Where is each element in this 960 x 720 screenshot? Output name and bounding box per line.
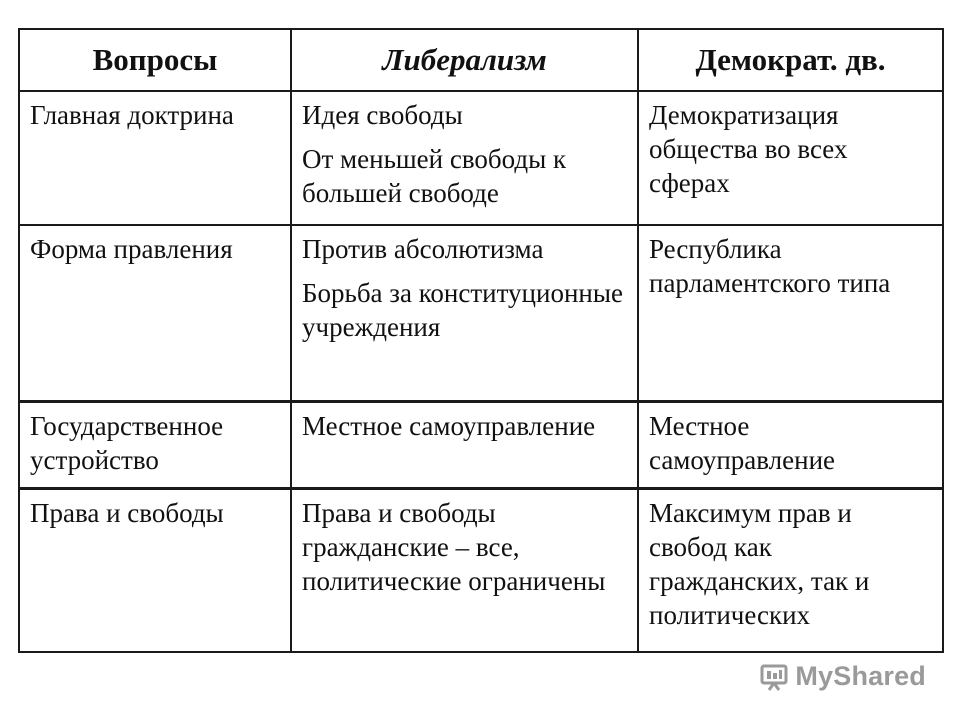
table-row: [19, 402, 943, 489]
watermark-text: MyShared: [795, 661, 926, 691]
cell-paragraph: Идея свободы: [302, 100, 463, 130]
header-row: [19, 29, 943, 91]
presentation-board-icon: [759, 662, 789, 692]
table-row: [19, 489, 943, 653]
cell-paragraph: Максимум прав и свобод как гражданских, так и политических: [649, 498, 870, 630]
question-cell: Главная доктрина: [19, 91, 291, 225]
question-cell: Форма правления: [19, 225, 291, 402]
liberalism-cell: [291, 402, 638, 489]
liberalism-cell: [291, 91, 638, 225]
cell-paragraph: Права и свободы гражданские – все, политические ограничены: [302, 498, 606, 596]
cell-paragraph: Местное самоуправление: [649, 411, 836, 475]
democratic-cell: [638, 225, 943, 402]
table-row: [19, 91, 943, 225]
democratic-cell: [638, 91, 943, 225]
democratic-cell: [638, 402, 943, 489]
cell-paragraph: Демократизация общества во всех сферах: [649, 100, 848, 198]
header-democratic: Демократ. дв.: [638, 29, 943, 91]
watermark: [759, 661, 926, 692]
cell-paragraph: Республика парламентского типа: [649, 234, 891, 298]
cell-paragraph: Против абсолютизма: [302, 234, 544, 264]
header-questions: Вопросы: [19, 29, 291, 91]
liberalism-cell: [291, 225, 638, 402]
liberalism-cell: [291, 489, 638, 653]
question-cell: Права и свободы: [19, 489, 291, 653]
comparison-table: [18, 28, 944, 653]
democratic-cell: [638, 489, 943, 653]
table-row: [19, 225, 943, 402]
cell-paragraph: Местное самоуправление: [302, 411, 596, 441]
cell-paragraph: Борьба за конституционные учреждения: [302, 278, 623, 342]
question-cell: Государственное устройство: [19, 402, 291, 489]
cell-paragraph: От меньшей свободы к большей свободе: [302, 144, 567, 208]
header-liberalism: Либерализм: [291, 29, 638, 91]
